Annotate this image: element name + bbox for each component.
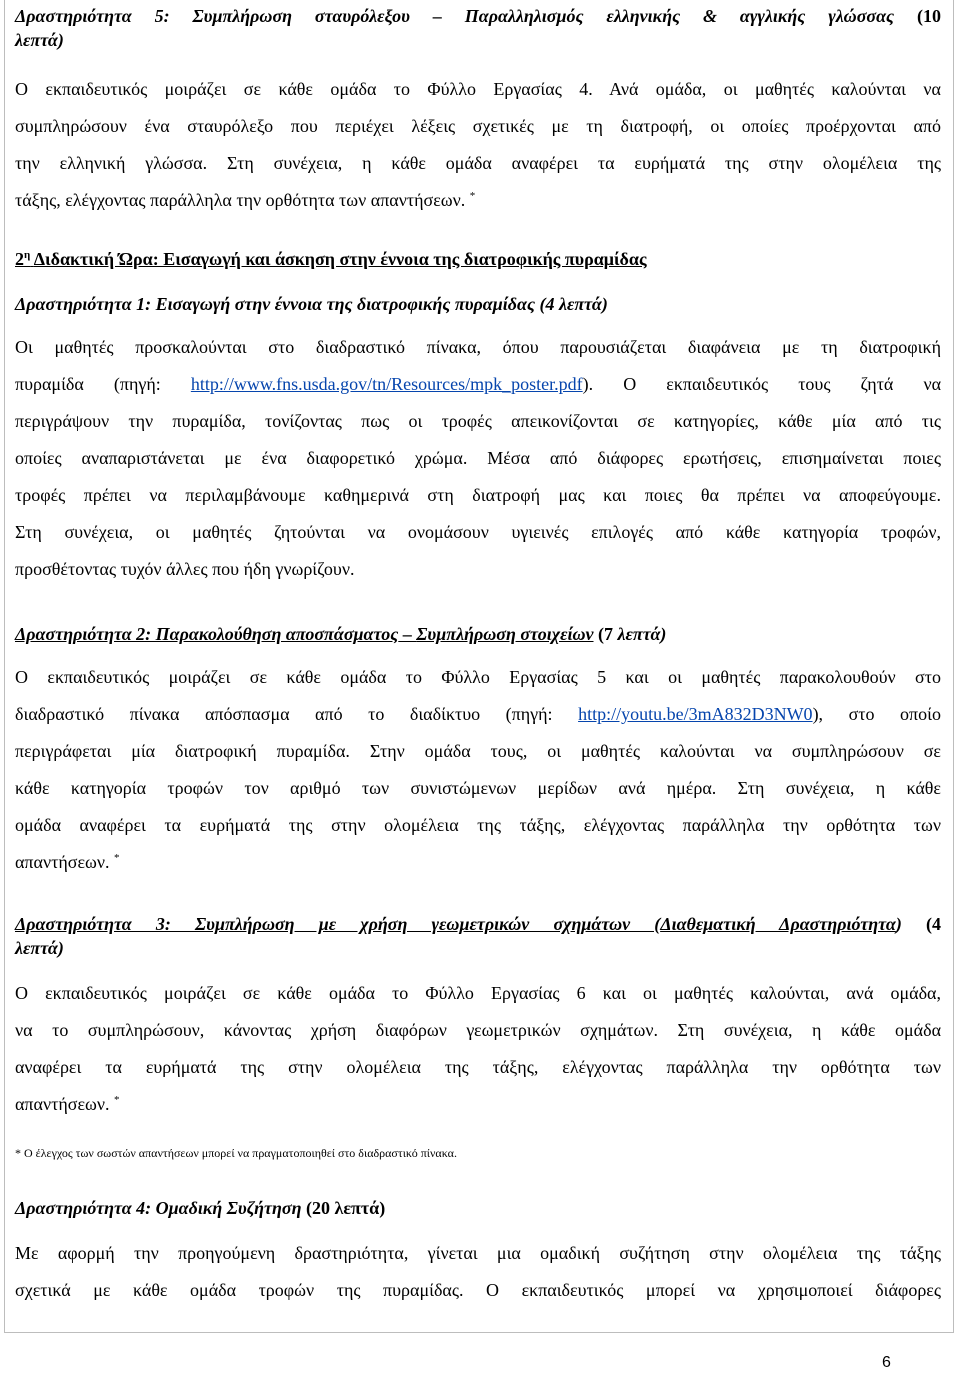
activity2-line-1: Ο εκπαιδευτικός μοιράζει σε κάθε ομάδα το Φύλλο Εργασίας 5 και οι μαθητές παρακολουθούν στο [15, 667, 941, 687]
footnote-marker: * [113, 1094, 120, 1106]
activity3-line-3: αναφέρει τα ευρήματά της στην ολομέλεια της τάξης, ελέγχοντας παράλληλα την ορθότητα των [15, 1057, 941, 1077]
activity5-line-4 [15, 182, 941, 219]
activity1-title: Δραστηριότητα 1: Εισαγωγή στην έννοια της διατροφικής πυραμίδας [15, 294, 535, 314]
activity3-body [15, 975, 941, 1123]
activity1-line-2-post: ). Ο εκπαιδευτικός τους ζητά να [582, 374, 942, 394]
activity5-line-3: την ελληνική γλώσσα. Στη συνέχεια, η κάθε ομάδα αναφέρει τα ευρήματά της στην ολομέλεια της [15, 153, 941, 173]
activity1-body [15, 329, 941, 588]
activity3-line-1: Ο εκπαιδευτικός μοιράζει σε κάθε ομάδα το Φύλλο Εργασίας 6 και οι μαθητές καλούνται, ανά ομάδα, [15, 983, 941, 1003]
activity3-line-4-text: απαντήσεων. [15, 1094, 110, 1114]
activity4-duration: (20 λεπτά) [306, 1198, 386, 1218]
activity5-duration-open: (10 [917, 6, 942, 26]
lesson-title: Διδακτική Ώρα: Εισαγωγή και άσκηση στην έννοια της διατροφικής πυραμίδας [33, 249, 647, 269]
activity4-body [15, 1235, 941, 1309]
activity5-line-1: Ο εκπαιδευτικός μοιράζει σε κάθε ομάδα το Φύλλο Εργασίας 4. Ανά ομάδα, οι μαθητές καλούνται να [15, 79, 941, 99]
activity1-line-7: προσθέτοντας τυχόν άλλες που ήδη γνωρίζουν. [15, 559, 355, 579]
activity1-line-5: τροφές πρέπει να περιλαμβάνουμε καθημερινά στη διατροφή μας και ποιες θα πρέπει να αποφεύγουμε. [15, 485, 941, 505]
youtube-link[interactable]: http://youtu.be/3mA832D3NW0 [578, 704, 813, 724]
activity5-line-4-text: τάξης, ελέγχοντας παράλληλα την ορθότητα των απαντήσεων. [15, 190, 466, 210]
lesson2-heading [15, 247, 941, 271]
activity2-title-dash: – [398, 624, 417, 644]
activity2-title-b: Συμπλήρωση στοιχείων [416, 624, 594, 644]
activity3-title: Δραστηριότητα 3: Συμπλήρωση με χρήση γεωμετρικών σχημάτων ( [15, 914, 661, 934]
activity2-body [15, 659, 941, 881]
activity2-line-2 [15, 696, 941, 733]
activity3-line-2: να το συμπληρώσουν, κάνοντας χρήση διαφόρων γεωμετρικών σχημάτων. Στη συνέχεια, η κάθε ομάδα [15, 1020, 941, 1040]
activity4-heading [15, 1196, 941, 1220]
activity2-duration-open: (7 [593, 624, 618, 644]
activity1-line-3: περιγράψουν την πυραμίδα, τονίζοντας πως οι τροφές απεικονίζονται σε κατηγορίες, κάθε μία από τις [15, 411, 941, 431]
activity4-line-2: σχετικά με κάθε ομάδα τροφών της πυραμίδας. Ο εκπαιδευτικός μπορεί να χρησιμοποιεί διάφορες [15, 1280, 941, 1300]
activity1-duration: (4 λεπτά) [539, 294, 608, 314]
activity5-duration-close: λεπτά) [15, 30, 64, 50]
activity5-body [15, 71, 941, 219]
activity5-line-2: συμπληρώσουν ένα σταυρόλεξο που περιέχει λέξεις σχετικές με τη διατροφή, οι οποίες προέρχονται από [15, 116, 941, 136]
activity5-title: Δραστηριότητα 5: Συμπλήρωση σταυρόλεξου – Παραλληλισμός ελληνικής & αγγλικής γλώσσας [15, 6, 895, 26]
lesson-number: 2 [15, 249, 24, 269]
activity2-line-2-pre: διαδραστικό πίνακα απόσπασμα από το διαδίκτυο (πηγή: [15, 704, 579, 724]
activity2-duration-word: λεπτά) [617, 624, 667, 644]
footnote-marker: * [113, 852, 120, 864]
activity2-line-5: ομάδα αναφέρει τα ευρήματά της στην ολομέλεια της τάξης, ελέγχοντας παράλληλα την ορθότητα των [15, 815, 941, 835]
pyramid-poster-link[interactable]: http://www.fns.usda.gov/tn/Resources/mpk_poster.pdf [190, 374, 583, 394]
activity2-line-3: περιγράφεται μία διατροφική πυραμίδα. Στην ομάδα τους, οι μαθητές καλούνται να συμπληρώσουν σε [15, 741, 941, 761]
activity3-title-b: Διαθεματική Δραστηριότητα [660, 914, 896, 934]
footnote-marker: * [469, 190, 476, 202]
activity4-line-1: Με αφορμή την προηγούμενη δραστηριότητα, γίνεται μια ομαδική συζήτηση στην ολομέλεια της τάξης [15, 1243, 941, 1263]
activity5-heading [15, 4, 941, 52]
activity1-line-2-pre: πυραμίδα (πηγή: [15, 374, 191, 394]
activity3-title-close: ) [895, 914, 902, 934]
footnote [15, 1145, 941, 1161]
lesson-number-sup: η [24, 249, 31, 261]
activity1-line-4: οποίες αναπαριστάνεται με ένα διαφορετικό χρώμα. Μέσα από διάφορες ερωτήσεις, επισημαίνεται ποιες [15, 448, 941, 468]
page-number: 6 [882, 1354, 891, 1371]
activity3-duration-open: (4 [926, 914, 942, 934]
activity2-line-2-post: ), στο οποίο [812, 704, 941, 724]
activity2-title: Δραστηριότητα 2: Παρακολούθηση αποσπάσματος [15, 624, 399, 644]
activity1-heading [15, 292, 941, 316]
activity2-line-4: κάθε κατηγορία τροφών τον αριθμό των συνιστώμενων μερίδων ανά ημέρα. Στη συνέχεια, η κάθε [15, 778, 941, 798]
footnote-text: * Ο έλεγχος των σωστών απαντήσεων μπορεί να πραγματοποιηθεί στο διαδραστικό πίνακα. [15, 1146, 457, 1160]
activity1-line-1: Οι μαθητές προσκαλούνται στο διαδραστικό πίνακα, όπου παρουσιάζεται διαφάνεια με τη διατροφική [15, 337, 941, 357]
activity4-title: Δραστηριότητα 4: Ομαδική Συζήτηση [15, 1198, 302, 1218]
activity2-line-6-text: απαντήσεων. [15, 852, 110, 872]
activity2-line-6 [15, 844, 941, 881]
activity1-line-2 [15, 366, 941, 403]
activity3-line-4 [15, 1086, 941, 1123]
activity3-duration-close: λεπτά) [15, 938, 64, 958]
activity3-heading [15, 912, 941, 960]
activity1-line-6: Στη συνέχεια, οι μαθητές ζητούνται να ονομάσουν υγιεινές επιλογές από κάθε κατηγορία τροφών, [15, 522, 941, 542]
activity2-heading [15, 622, 941, 646]
